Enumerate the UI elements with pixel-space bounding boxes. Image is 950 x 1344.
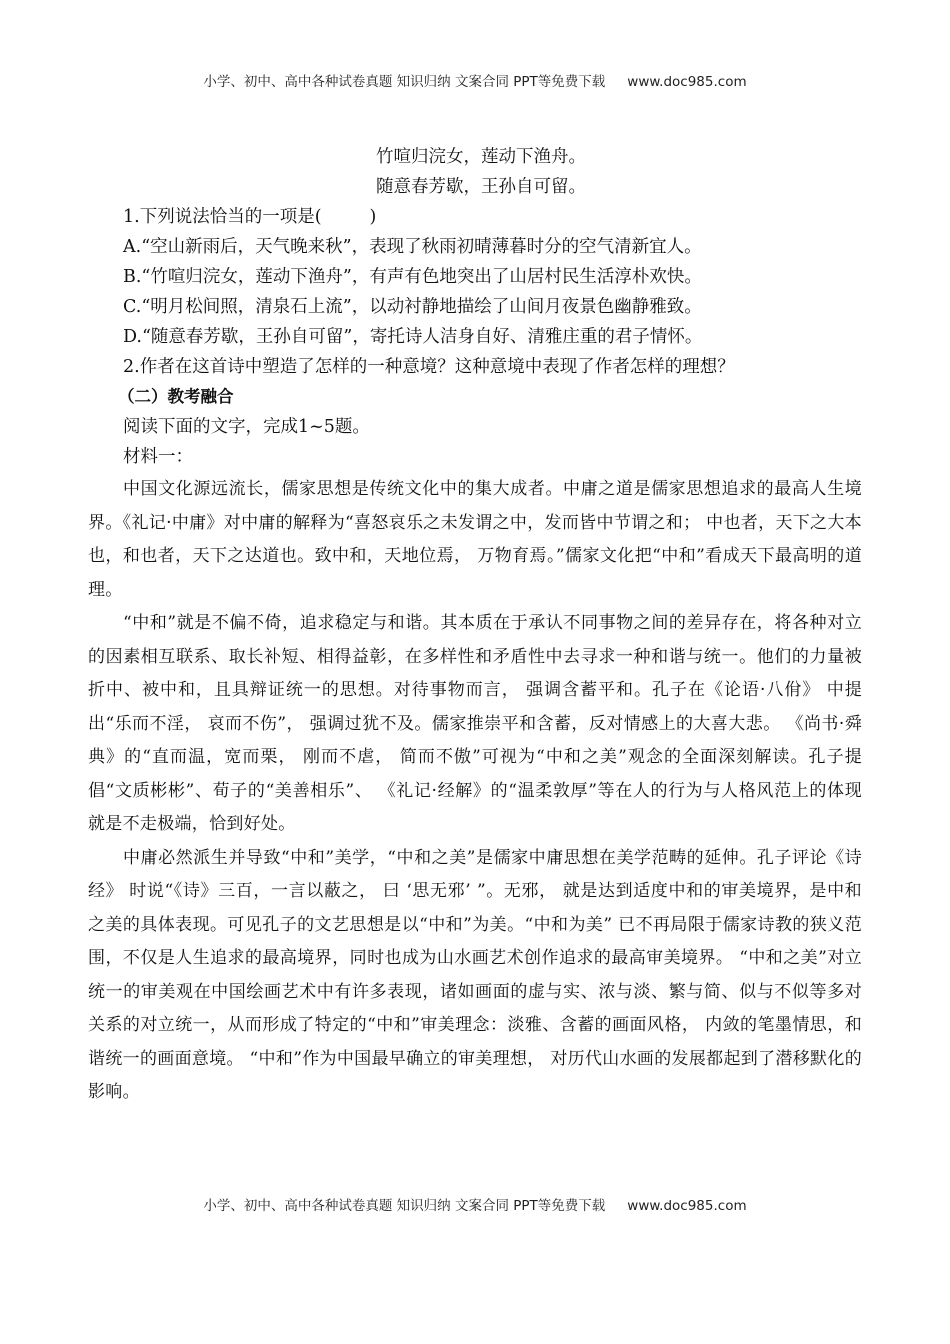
question-1-stem-text: 1.下列说法恰当的一项是( <box>123 207 322 227</box>
page-header <box>0 70 950 90</box>
footer-url[interactable]: www.doc985.com <box>627 1198 747 1214</box>
paragraph: 中国文化源远流长，儒家思想是传统文化中的集大成者。中庸之道是儒家思想追求的最高人生境界。《礼记·中庸》对中庸的解释为“喜怒哀乐之未发谓之中，发而皆中节谓之和； 中也者，天下之大本也，和也者，天下之达道也。致中和，天地位焉， 万物育焉。”儒家文化把“中和”看成天下最高明的道理。 <box>88 479 862 600</box>
instruction: 阅读下面的文字，完成1~5题。 <box>123 417 370 437</box>
poem-line: 竹喧归浣女，莲动下渔舟。 <box>376 147 586 167</box>
header-url[interactable]: www.doc985.com <box>627 74 747 90</box>
section-title: （二）教考融合 <box>118 387 234 406</box>
option-d: D.“随意春芳歇，王孙自可留”，寄托诗人洁身自好、清雅庄重的君子情怀。 <box>123 327 703 347</box>
question-2: 2.作者在这首诗中塑造了怎样的一种意境？这种意境中表现了作者怎样的理想？ <box>123 357 735 377</box>
page-footer <box>0 1194 950 1214</box>
header-text: 小学、初中、高中各种试卷真题 知识归纳 文案合同 PPT等免费下载 <box>203 74 606 90</box>
option-c: C.“明月松间照，清泉石上流”，以动衬静地描绘了山间月夜景色幽静雅致。 <box>123 297 702 317</box>
paragraph: 中庸必然派生并导致“中和”美学，“中和之美”是儒家中庸思想在美学范畴的延伸。孔子评论《诗经》 时说“《诗》三百，一言以蔽之， 曰 ‘思无邪’ ”。无邪， 就是达到适度中和的审美境界，是中和之美的具体表现。可见孔子的文艺思想是以“中和”为美。“中和为美” 已不再局限于儒家诗教的狭义范围，不仅是人生追求的最高境界，同时也成为山水画艺术创作追求的最高审美境界。 “中和之美”对立统一的审美观在中国绘画艺术中有许多表现，诸如画面的虚与实、浓与淡、繁与简、似与不似等多对关系的对立统一，从而形成了特定的“中和”审美理念：淡雅、含蓄的画面风格， 内敛的笔墨情思，和谐统一的画面意境。 “中和”作为中国最早确立的审美理想， 对历代山水画的发展都起到了潜移默化的影响。 <box>88 847 862 1102</box>
paragraph: “中和”就是不偏不倚，追求稳定与和谐。其本质在于承认不同事物之间的差异存在，将各种对立的因素相互联系、取长补短、相得益彰，在多样性和矛盾性中去寻求一种和谐与统一。他们的力量被折中、被中和，且具辩证统一的思想。对待事物而言， 强调含蓄平和。孔子在《论语·八佾》 中提出“乐而不淫， 哀而不伤”， 强调过犹不及。儒家推崇平和含蓄，反对情感上的大喜大悲。 《尚书·舜典》的“直而温，宽而栗， 刚而不虐， 简而不傲”可视为“中和之美”观念的全面深刻解读。孔子提倡“文质彬彬”、荀子的“美善相乐”、 《礼记·经解》的“温柔敦厚”等在人的行为与人格风范上的体现就是不走极端，恰到好处。 <box>88 613 862 834</box>
poem-line: 随意春芳歇，王孙自可留。 <box>376 177 586 197</box>
option-a: A.“空山新雨后，天气晚来秋”，表现了秋雨初晴薄暮时分的空气清新宜人。 <box>123 237 702 257</box>
question-1-stem <box>88 202 862 232</box>
footer-text: 小学、初中、高中各种试卷真题 知识归纳 文案合同 PPT等免费下载 <box>203 1198 606 1214</box>
document-body <box>88 142 862 1110</box>
material-label: 材料一： <box>123 447 193 467</box>
question-1-stem-close: ) <box>369 207 377 227</box>
option-b: B.“竹喧归浣女，莲动下渔舟”，有声有色地突出了山居村民生活淳朴欢快。 <box>123 267 702 287</box>
